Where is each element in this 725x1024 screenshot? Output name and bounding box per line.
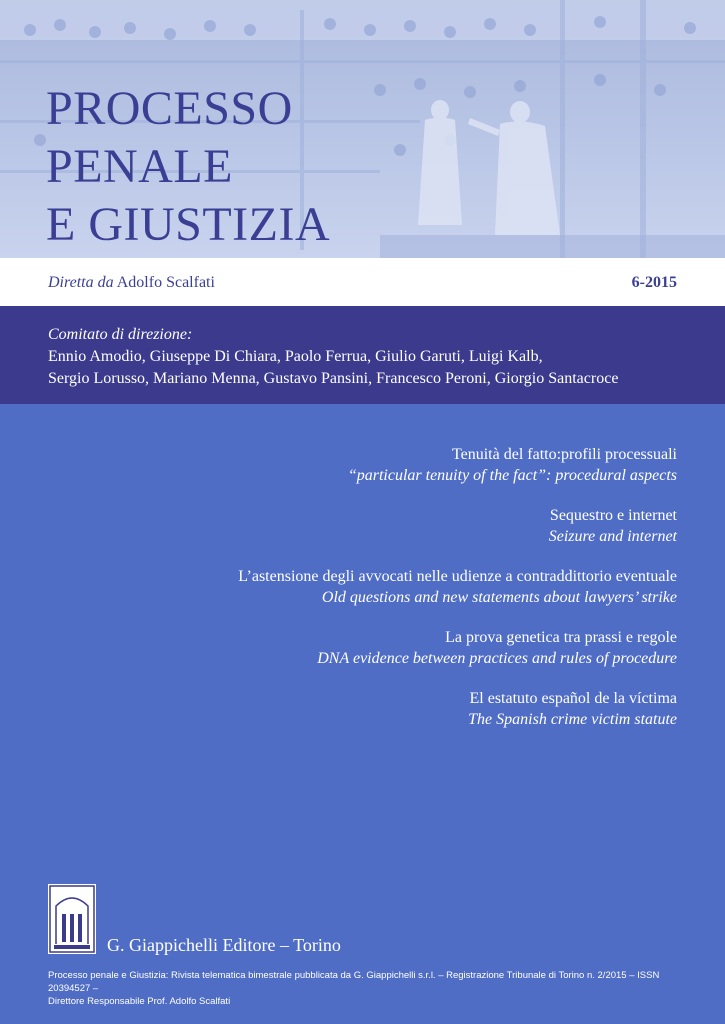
footer-line-2: Direttore Responsabile Prof. Adolfo Scalfati: [48, 996, 231, 1007]
article-item: [37, 688, 677, 730]
cover-header: [0, 0, 725, 258]
article-item: [37, 505, 677, 547]
article-item: [37, 566, 677, 608]
article-title-it: L’astensione degli avvocati nelle udienze a contraddittorio eventuale: [238, 568, 677, 585]
title-line-2: PENALE: [46, 140, 233, 193]
footer-line-1: Processo penale e Giustizia: Rivista telematica bimestrale pubblicata da G. Giappichelli s.r.l. – Registrazione Tribunale di Torino n. 2/2015 – ISSN 20394527 –: [48, 970, 660, 994]
article-title-en: Seizure and internet: [548, 528, 677, 545]
article-title-it: Sequestro e internet: [549, 507, 677, 524]
publisher-name: G. Giappichelli Editore – Torino: [107, 935, 341, 955]
publisher-logo-icon: [48, 884, 96, 954]
committee-members-line-2: Sergio Lorusso, Mariano Menna, Gustavo Pansini, Francesco Peroni, Giorgio Santacroce: [48, 370, 619, 387]
footer-note: [48, 969, 688, 1008]
committee-label: Comitato di direzione:: [48, 326, 193, 343]
article-title-it: El estatuto español de la víctima: [469, 690, 677, 707]
title-line-3: E GIUSTIZIA: [46, 198, 331, 251]
article-title-en: “particular tenuity of the fact”: procedural aspects: [347, 467, 677, 484]
direction-prefix: Diretta da: [48, 274, 114, 291]
article-title-it: Tenuità del fatto:profili processuali: [451, 446, 677, 463]
direction-credit: [48, 274, 215, 292]
article-title-en: Old questions and new statements about lawyers’ strike: [321, 589, 677, 606]
article-title-en: DNA evidence between practices and rules of procedure: [317, 650, 677, 667]
director-name: Adolfo Scalfati: [116, 274, 215, 291]
article-item: [37, 627, 677, 669]
issue-number: 6-2015: [631, 274, 677, 291]
article-item: [37, 444, 677, 486]
committee-band: [0, 306, 725, 404]
article-title-en: The Spanish crime victim statute: [468, 711, 677, 728]
article-title-it: La prova genetica tra prassi e regole: [445, 629, 677, 646]
committee-members-line-1: Ennio Amodio, Giuseppe Di Chiara, Paolo Ferrua, Giulio Garuti, Luigi Kalb,: [48, 348, 543, 365]
article-list: [37, 444, 677, 749]
title-line-1: PROCESSO: [46, 82, 293, 135]
journal-title: [46, 80, 330, 254]
